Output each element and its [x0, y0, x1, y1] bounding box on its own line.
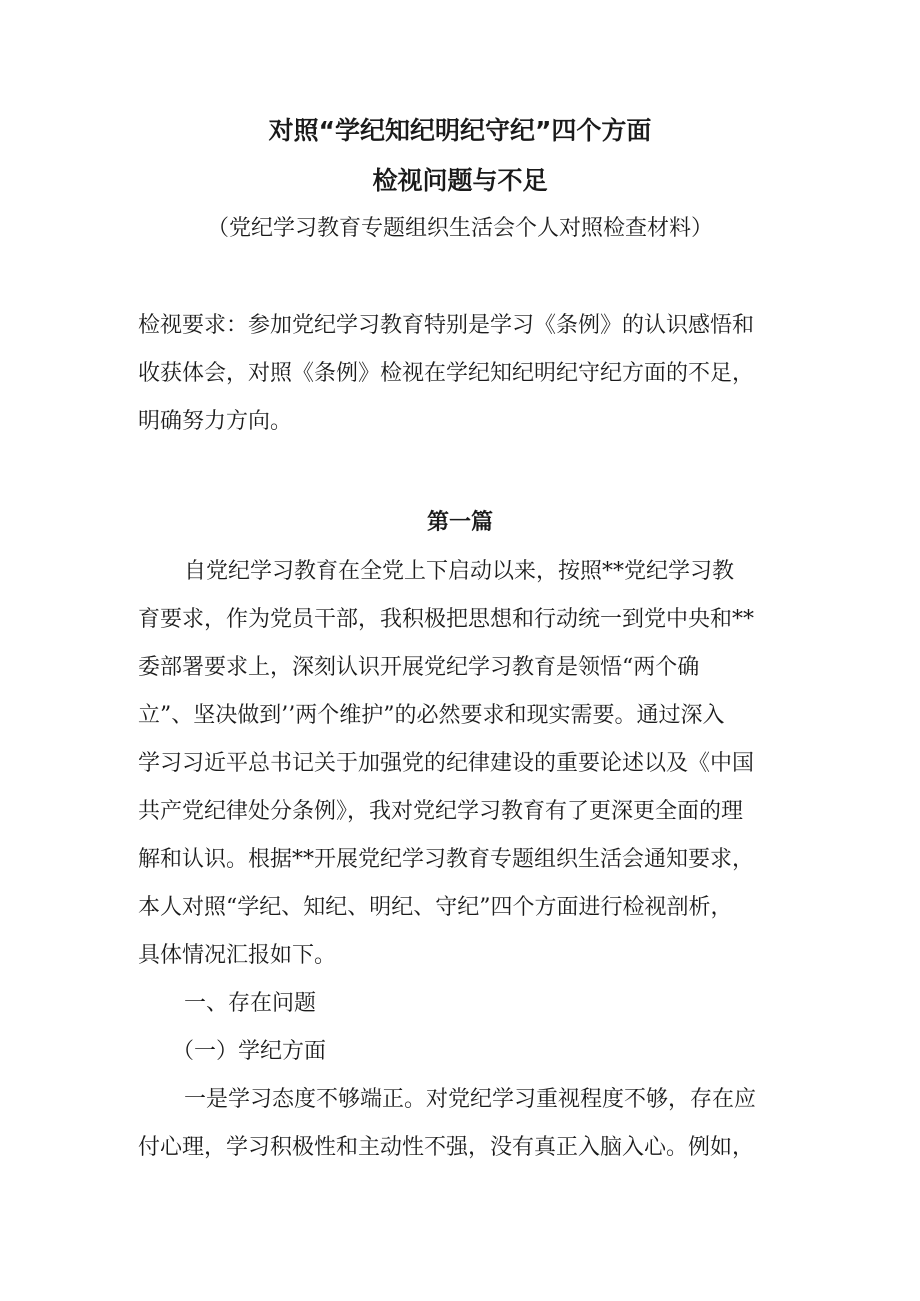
part1-subheading: （一）学纪方面 [172, 1039, 327, 1064]
intro-line: 立”、坚决做到’’两个维护”的必然要求和现实需要。通过深入 [138, 703, 725, 728]
intro-line: 共产党纪律处分条例》，我对党纪学习教育有了更深更全面的理 [138, 799, 744, 824]
part1-heading: 一、存在问题 [184, 991, 317, 1016]
document-subtitle: （党纪学习教育专题组织生活会个人对照检查材料） [206, 216, 713, 241]
intro-line: 本人对照“学纪、知纪、明纪、守纪”四个方面进行检视剖析， [138, 895, 733, 920]
requirement-paragraph [138, 302, 788, 446]
intro-line: 具体情况汇报如下。 [138, 943, 337, 968]
document-title-line-2: 检视问题与不足 [372, 166, 548, 195]
intro-line: 育要求，作为党员干部，我积极把思想和行动统一到党中央和** [138, 607, 755, 632]
point1-line: 付心理，学习积极性和主动性不强，没有真正入脑入心。例如， [138, 1135, 755, 1160]
intro-paragraph [138, 548, 788, 1172]
intro-line: 自党纪学习教育在全党上下启动以来，按照**党纪学习教 [184, 559, 735, 584]
intro-line: 解和认识。根据**开展党纪学习教育专题组织生活会通知要求， [138, 847, 755, 872]
section-heading: 第一篇 [426, 510, 493, 535]
requirement-line: 检视要求：参加党纪学习教育特别是学习《条例》的认识感悟和 [138, 313, 755, 338]
requirement-line: 明确努力方向。 [138, 409, 293, 434]
document-title-line-1: 对照“学纪知纪明纪守纪”四个方面 [268, 116, 652, 145]
intro-line: 学习习近平总书记关于加强党的纪律建设的重要论述以及《中国 [138, 751, 755, 776]
intro-line: 委部署要求上，深刻认识开展党纪学习教育是领悟“两个确 [138, 655, 700, 680]
requirement-line: 收获体会，对照《条例》检视在学纪知纪明纪守纪方面的不足， [138, 361, 755, 386]
point1-line: 一是学习态度不够端正。对党纪学习重视程度不够，存在应 [184, 1087, 757, 1112]
